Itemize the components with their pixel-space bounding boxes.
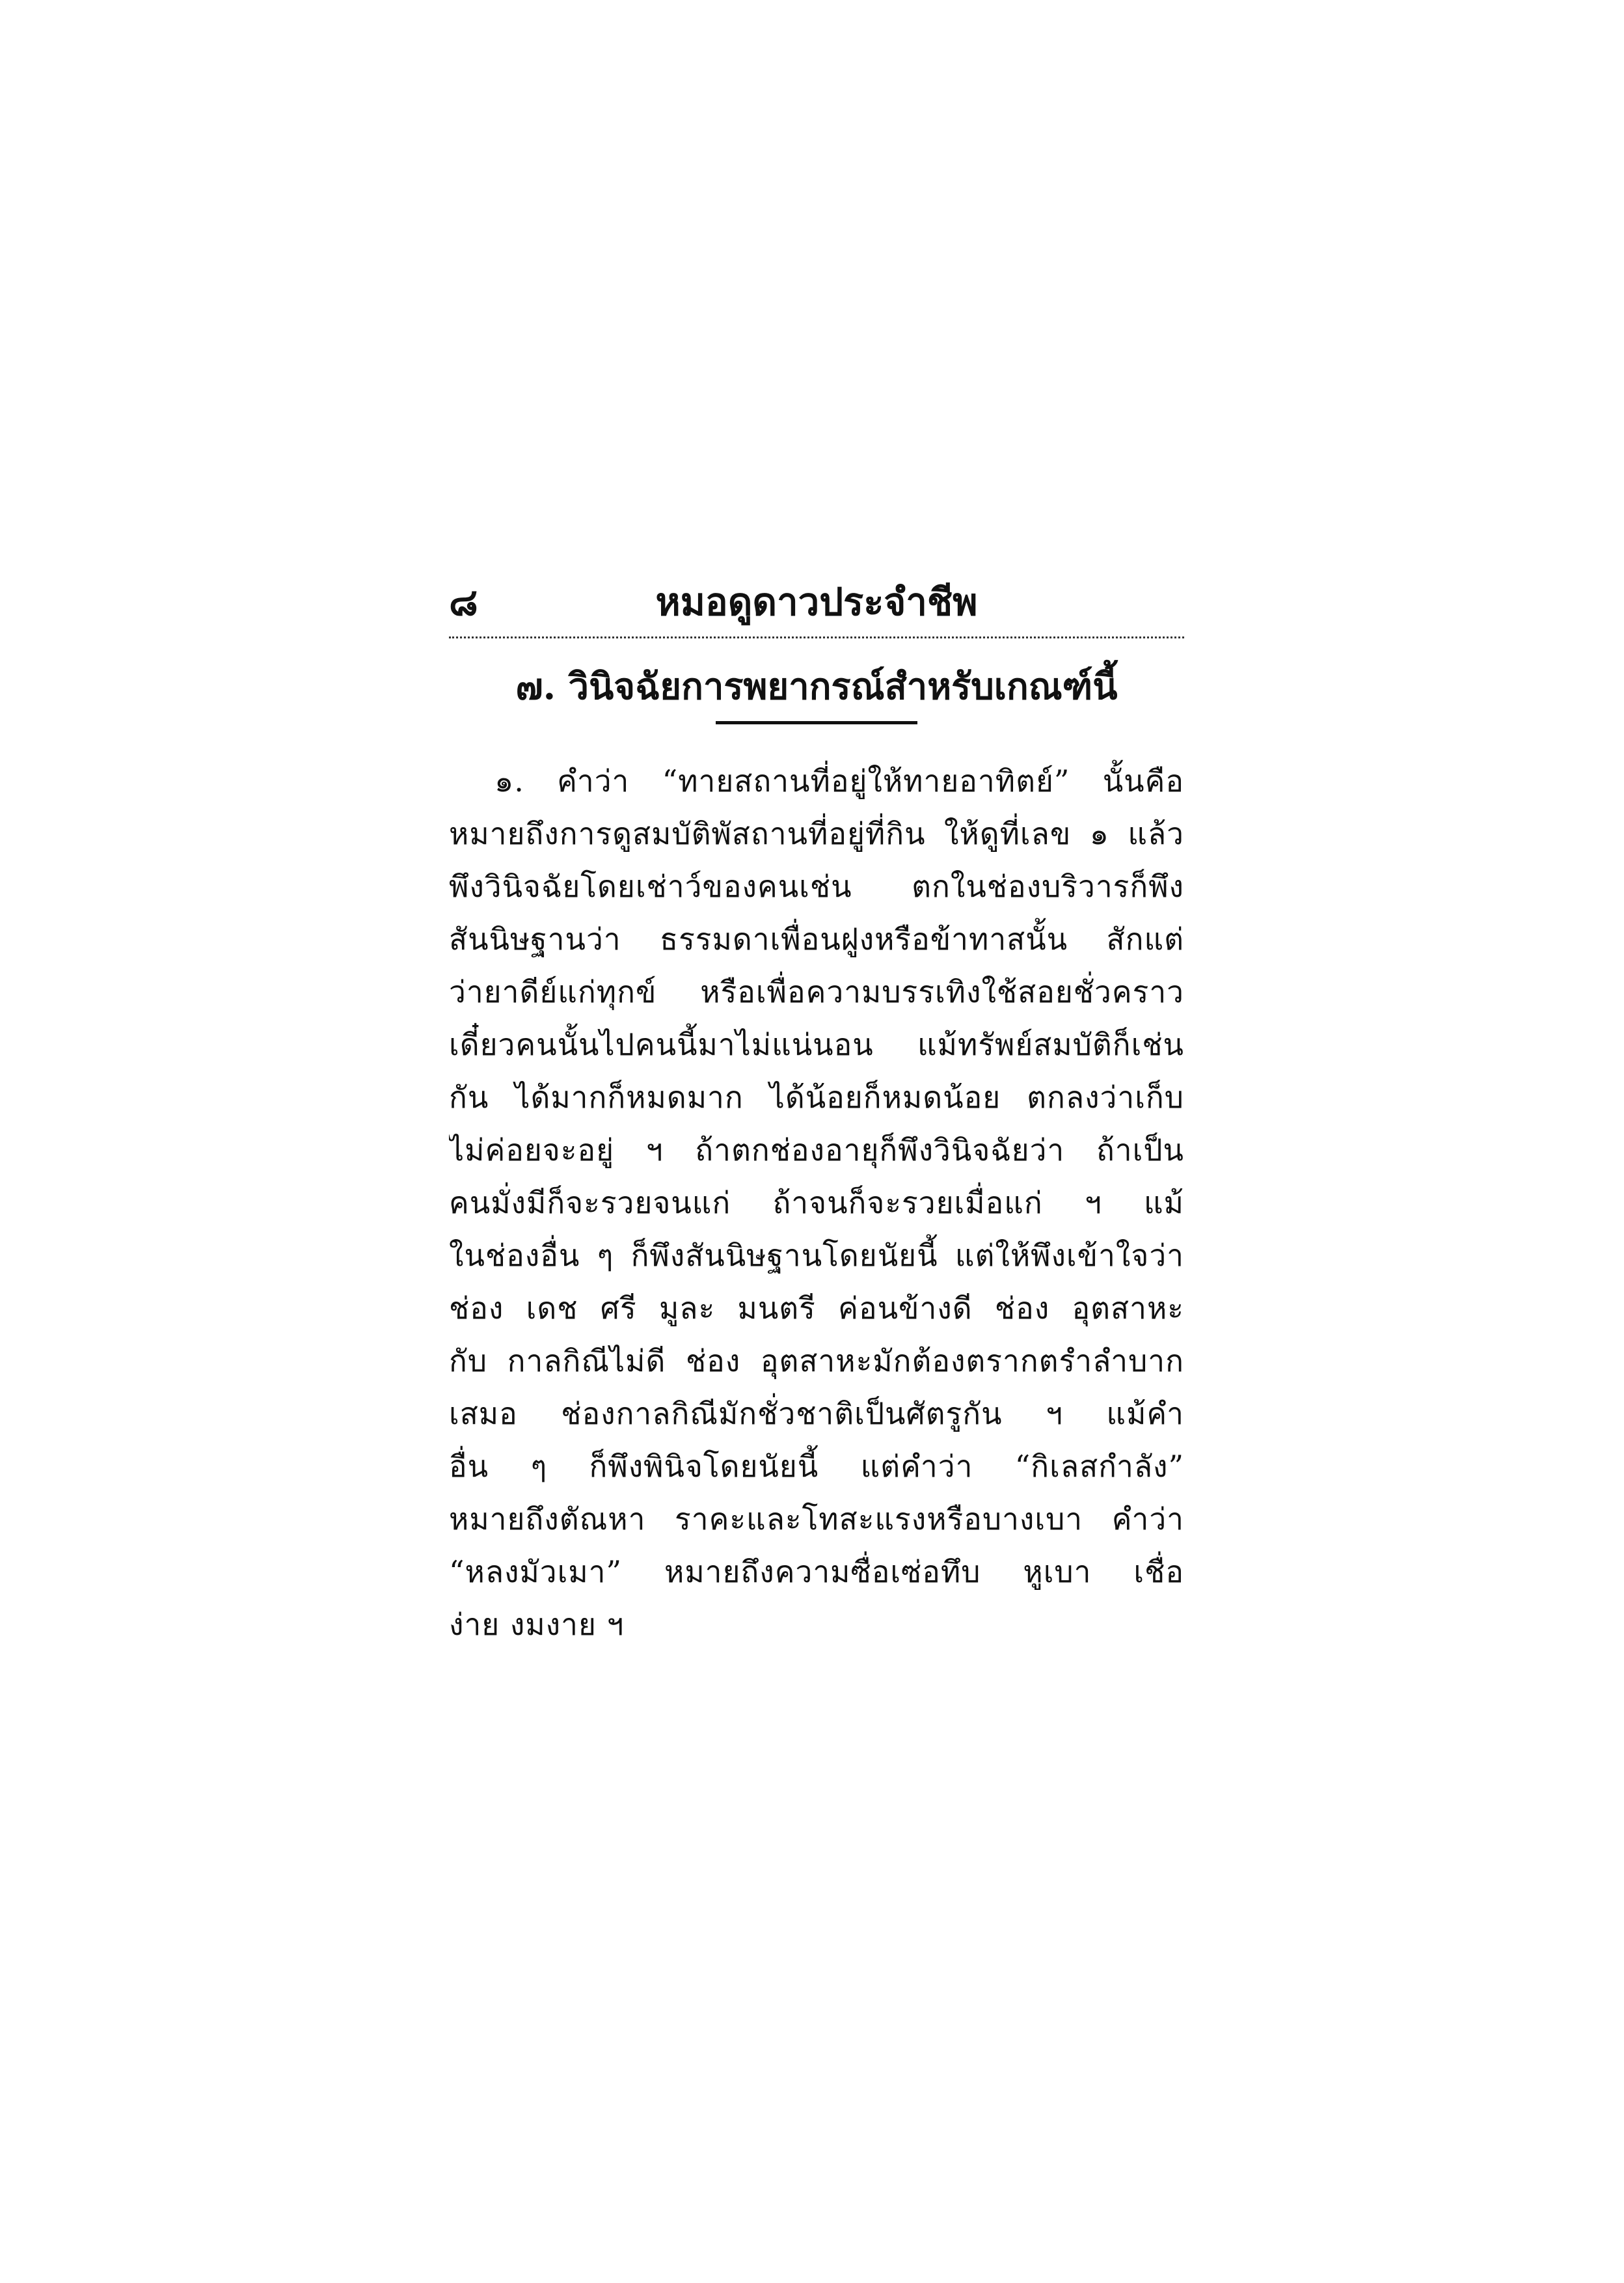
body-line: กับ กาลกิณีไม่ดี ช่อง อุตสาหะมักต้องตรากตรำลำบาก (449, 1343, 1184, 1378)
body-line: คนมั่งมีก็จะรวยจนแก่ ถ้าจนก็จะรวยเมื่อแก่ ฯ แม้ (449, 1185, 1184, 1220)
body-line: ช่อง เดช ศรี มูละ มนตรี ค่อนข้างดี ช่อง อุตสาหะ (449, 1291, 1184, 1326)
title-underline (716, 721, 917, 724)
body-line: ๑. คำว่า “ทายสถานที่อยู่ให้ทายอาทิตย์” นั้นคือ (494, 763, 1184, 799)
body-line: ในช่องอื่น ๆ ก็พึงสันนิษฐานโดยนัยนี้ แต่ให้พึงเข้าใจว่า (449, 1238, 1184, 1273)
body-line: เดี๋ยวคนนั้นไปคนนี้มาไม่แน่นอน แม้ทรัพย์สมบัติก็เช่น (449, 1027, 1184, 1062)
page-number: ๘ (449, 580, 478, 624)
running-title: หมอดูดาวประจำชีพ (655, 580, 978, 624)
section-title: ๗. วินิจฉัยการพยากรณ์สำหรับเกณฑ์นี้ (515, 665, 1118, 708)
header-divider (449, 636, 1184, 638)
body-line: กัน ได้มากก็หมดมาก ได้น้อยก็หมดน้อย ตกลงว่าเก็บ (449, 1080, 1184, 1115)
body-line: “หลงมัวเมา” หมายถึงความซื่อเซ่อทึบ หูเบา เชื่อ (449, 1554, 1184, 1589)
body-line: พึงวินิจฉัยโดยเช่าว์ของคนเช่น ตกในช่องบริวารก็พึง (449, 869, 1184, 904)
body-paragraph (449, 755, 1184, 1651)
body-line: สันนิษฐานว่า ธรรมดาเพื่อนฝูงหรือข้าทาสนั้น สักแต่ (449, 922, 1184, 957)
body-line: ง่าย งมงาย ฯ (449, 1607, 625, 1642)
body-line: ว่ายาดีย์แก่ทุกข์ หรือเพื่อความบรรเทิงใช้สอยชั่วคราว (449, 974, 1184, 1009)
page-header (449, 573, 1184, 631)
body-line: เสมอ ช่องกาลกิณีมักชั่วชาติเป็นศัตรูกัน ฯ แม้คำ (449, 1396, 1184, 1431)
body-line: หมายถึงการดูสมบัติพัสถานที่อยู่ที่กิน ให้ดูที่เลข ๑ แล้ว (449, 816, 1184, 851)
body-line: อื่น ๆ ก็พึงพินิจโดยนัยนี้ แต่คำว่า “กิเลสกำลัง” (449, 1449, 1184, 1484)
body-line: ไม่ค่อยจะอยู่ ฯ ถ้าตกช่องอายุก็พึงวินิจฉัยว่า ถ้าเป็น (449, 1132, 1184, 1168)
body-line: หมายถึงตัณหา ราคะและโทสะแรงหรือบางเบา คำว่า (449, 1501, 1184, 1537)
